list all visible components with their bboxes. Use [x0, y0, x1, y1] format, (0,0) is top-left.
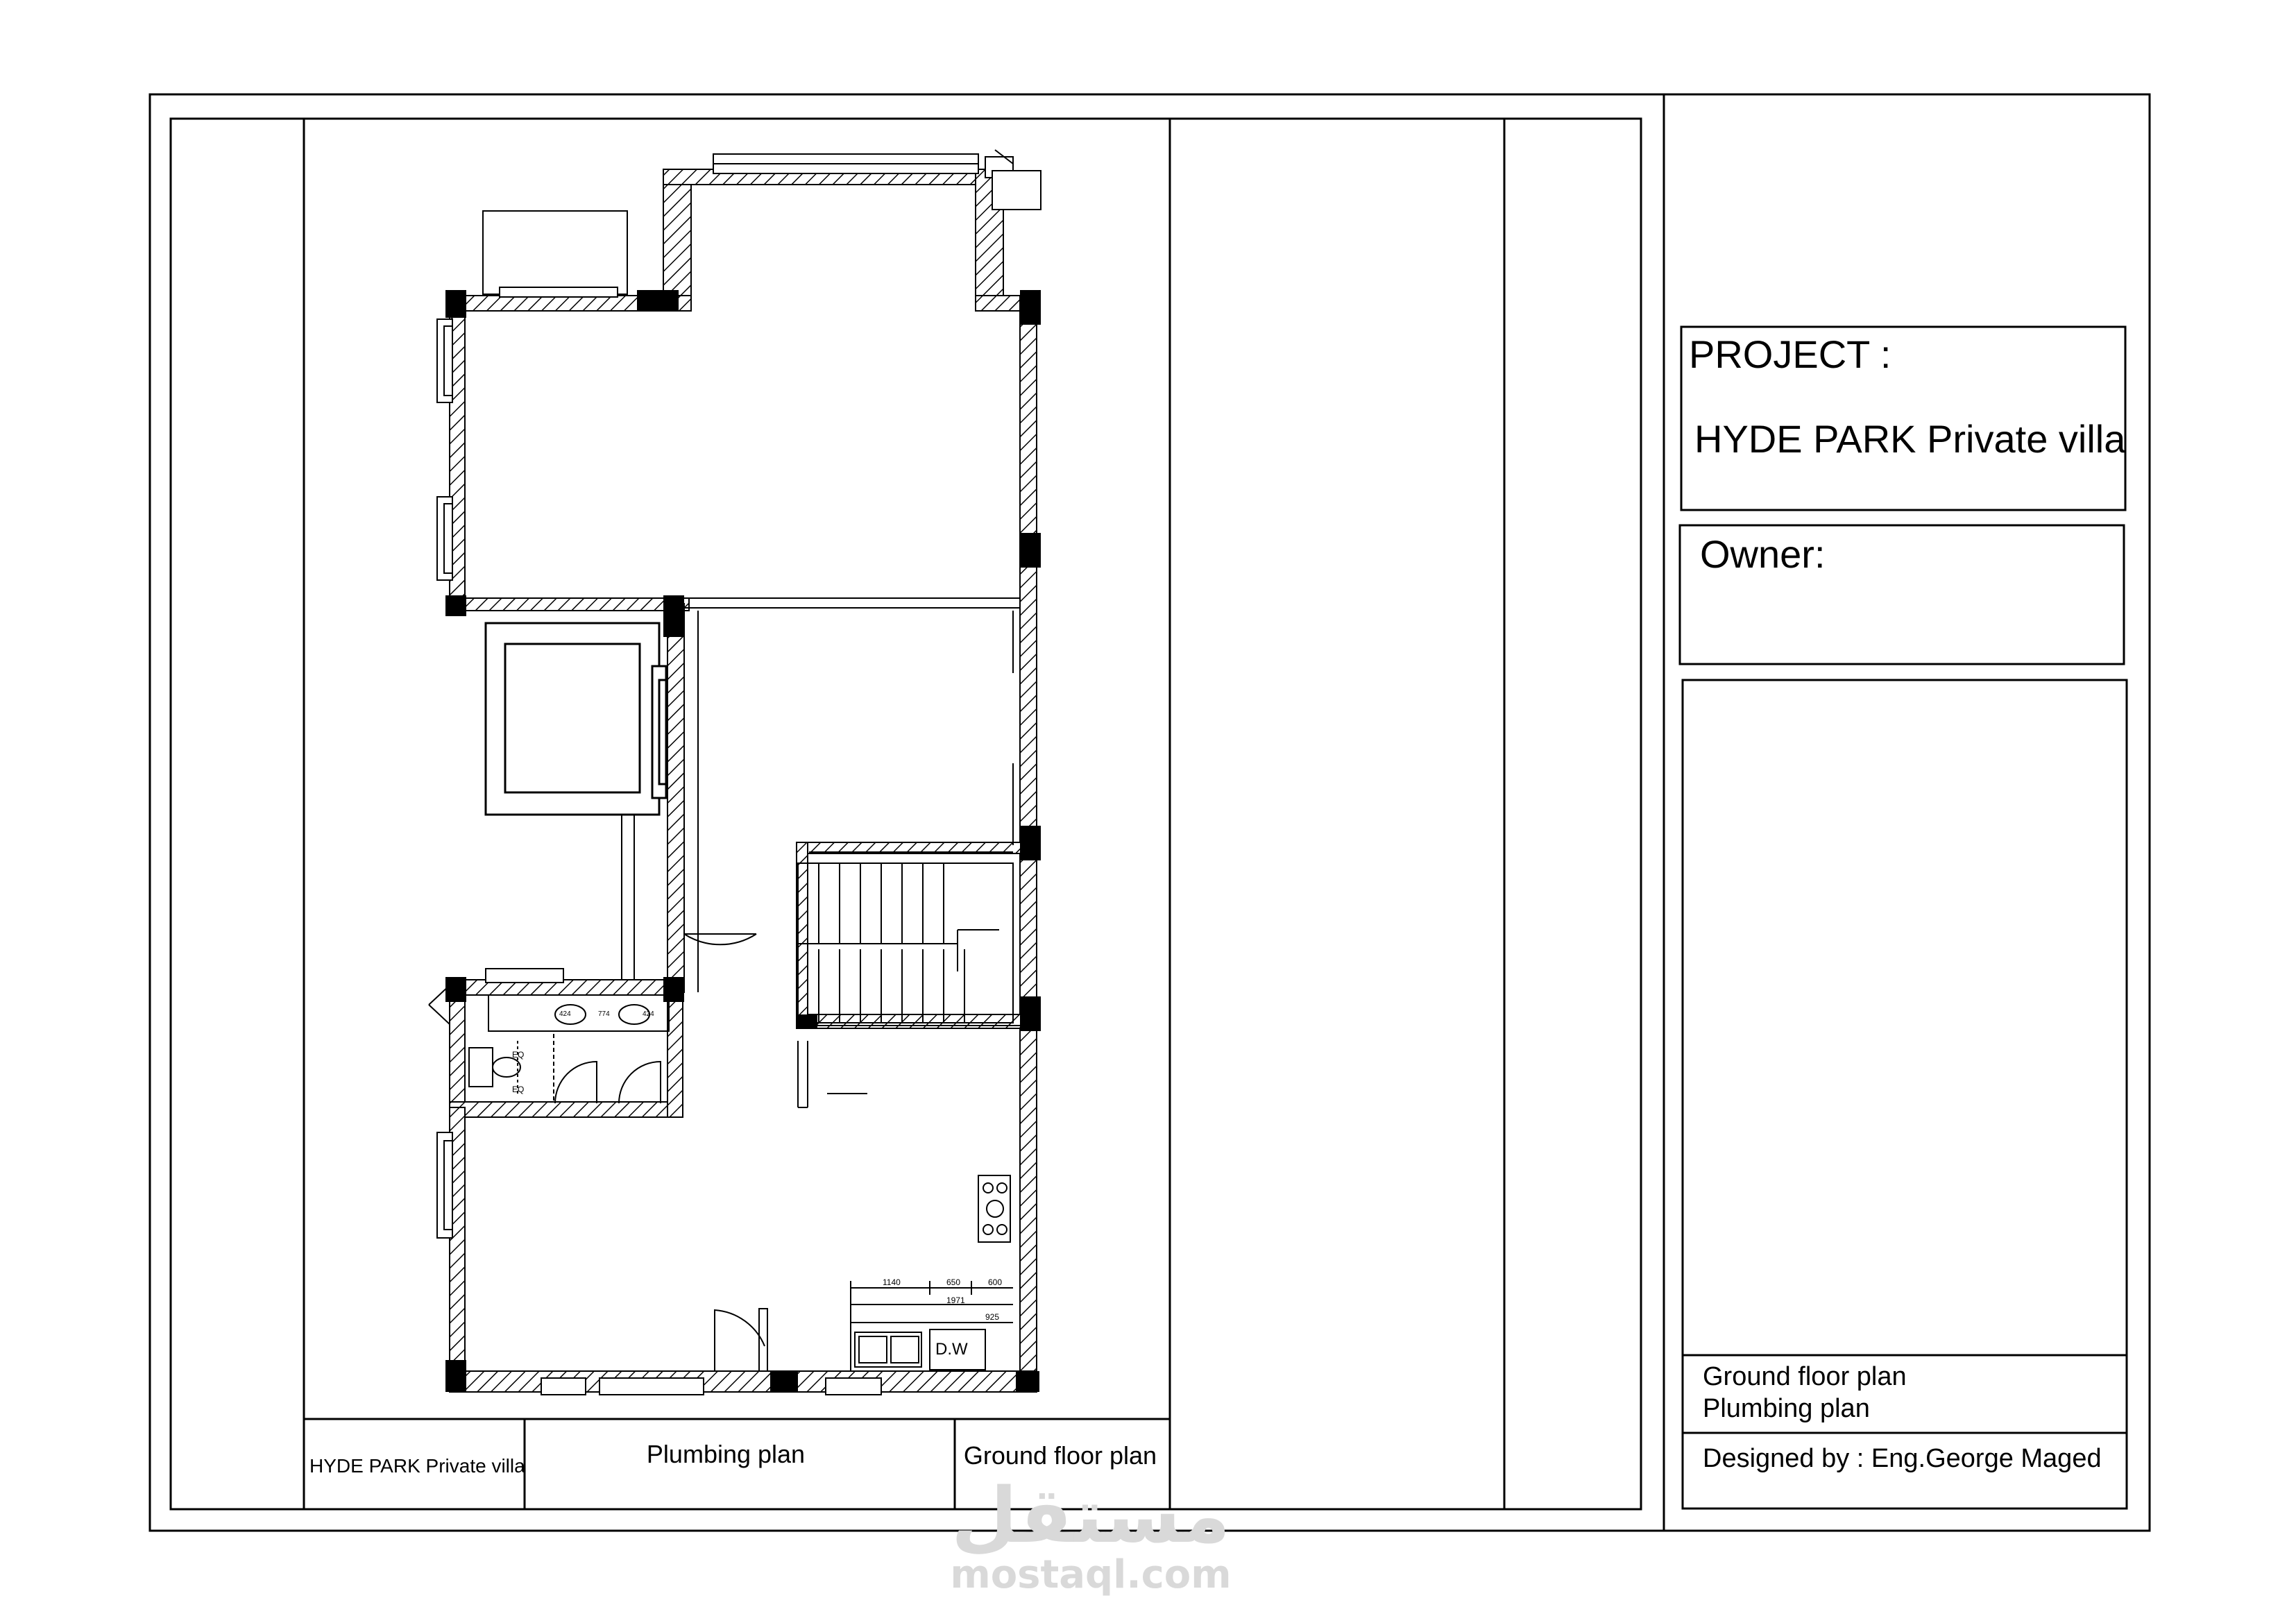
dim-925: 925 — [985, 1312, 1000, 1322]
dim-600: 600 — [988, 1277, 1003, 1287]
strip-plan-type: Plumbing plan — [646, 1440, 806, 1468]
strip-floor-name: Ground floor plan — [963, 1441, 1157, 1470]
dishwasher-label: D.W — [935, 1340, 968, 1359]
designed-by: Designed by : Eng.George Maged — [1703, 1444, 2102, 1473]
kitchen-sink — [855, 1332, 921, 1367]
dim-1971: 1971 — [946, 1295, 965, 1305]
watermark-domain: mostaql.com — [950, 1552, 1232, 1597]
watermark — [950, 1471, 1231, 1597]
basin-dim-1: 424 — [559, 1010, 571, 1018]
strip-project-name: HYDE PARK Private villa — [309, 1455, 525, 1477]
doors — [555, 867, 767, 1371]
drawing-name-line2: Plumbing plan — [1703, 1394, 1870, 1423]
floor-plan — [429, 150, 1041, 1395]
watermark-logo: مستقل — [951, 1471, 1231, 1560]
project-label: PROJECT : — [1689, 332, 1891, 376]
drawing-name-line1: Ground floor plan — [1703, 1362, 1907, 1391]
basin-dim-3: 424 — [643, 1010, 654, 1018]
wc-eq-label-1: EQ — [512, 1050, 525, 1060]
dim-650: 650 — [946, 1277, 961, 1287]
kitchen-fixtures — [851, 1175, 1013, 1371]
title-block — [1680, 327, 2127, 1509]
basin-dim-2: 774 — [598, 1010, 610, 1018]
owner-label: Owner: — [1700, 532, 1826, 576]
staircase — [798, 863, 1013, 1107]
dim-1140: 1140 — [883, 1277, 901, 1287]
lift-shaft — [486, 623, 666, 815]
wc — [469, 1048, 493, 1087]
structural-columns — [445, 290, 1041, 1392]
wc-eq-label-2: EQ — [512, 1085, 525, 1094]
project-name: HYDE PARK Private villa — [1694, 417, 2126, 461]
